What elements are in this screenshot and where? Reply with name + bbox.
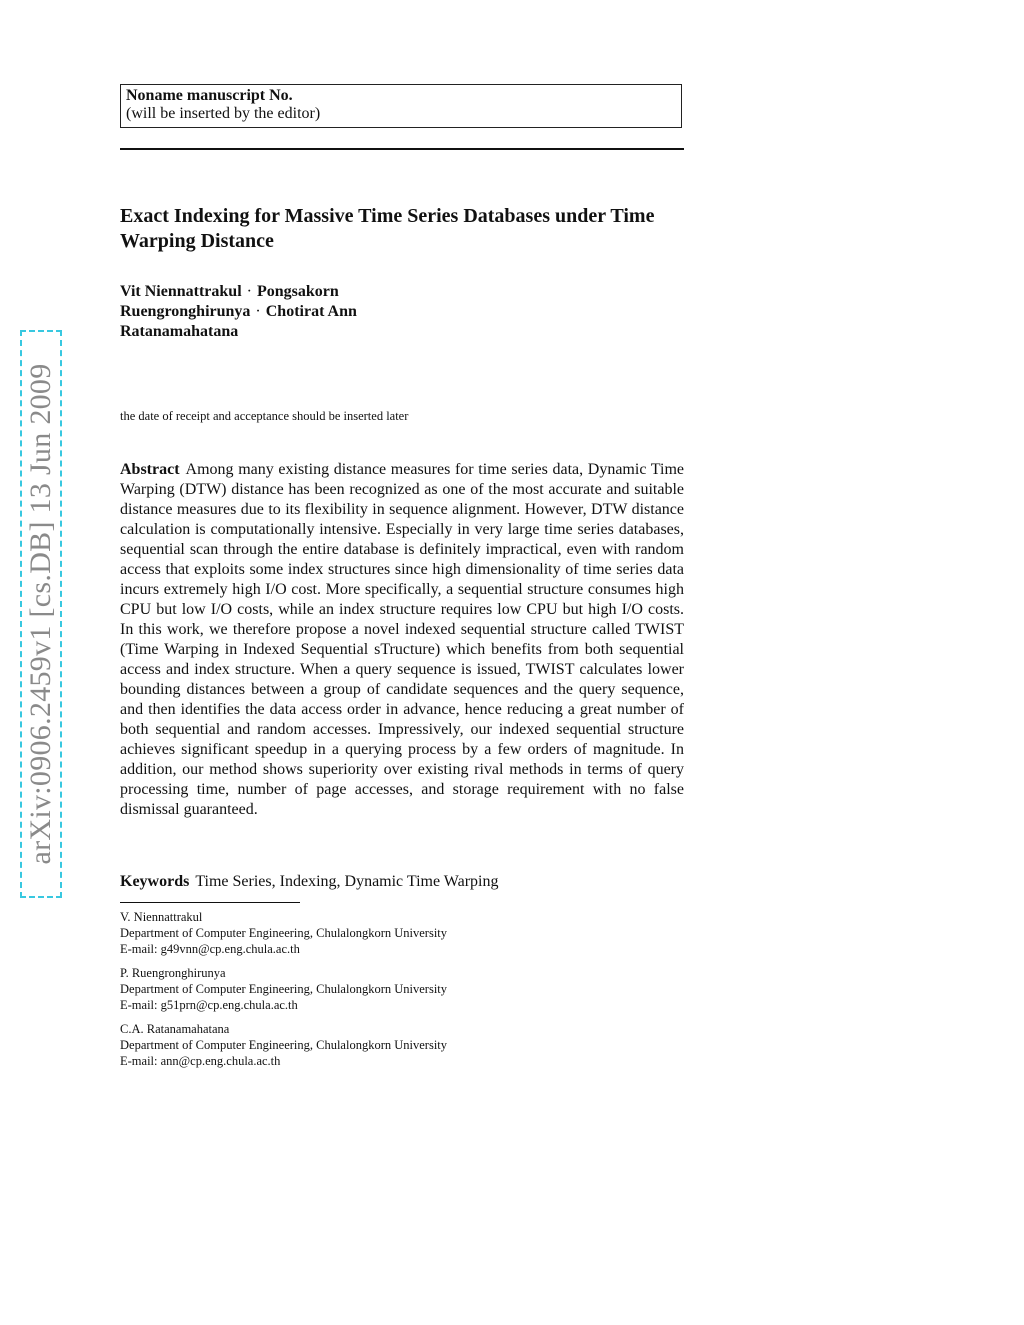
keywords-text: Time Series, Indexing, Dynamic Time Warping [195, 873, 499, 890]
affiliation-block [120, 965, 447, 1013]
affiliation-email: E-mail: g51prn@cp.eng.chula.ac.th [120, 998, 298, 1012]
header-rule [120, 148, 684, 150]
author-name: Vit Niennattrakul [120, 283, 242, 300]
keywords-label: Keywords [120, 873, 190, 890]
dates-note: the date of receipt and acceptance should be inserted later [120, 409, 409, 423]
author-list [120, 282, 420, 342]
affiliation-name: P. Ruengronghirunya [120, 966, 226, 980]
affiliation-name: V. Niennattrakul [120, 910, 203, 924]
editor-box [120, 84, 682, 128]
manuscript-number-label: Noname manuscript No. [126, 87, 293, 104]
affiliation-block [120, 1021, 447, 1069]
paper-title: Exact Indexing for Massive Time Series Databases under Time Warping Distance [120, 205, 655, 252]
affiliation-dept: Department of Computer Engineering, Chulalongkorn University [120, 926, 448, 940]
author-name: Pongsakorn Ruengronghirunya [120, 283, 339, 320]
affiliation-block [120, 909, 447, 957]
affiliation-dept: Department of Computer Engineering, Chulalongkorn University [120, 1038, 448, 1052]
footnote-rule [120, 902, 300, 903]
affiliation-name: C.A. Ratanamahatana [120, 1022, 230, 1036]
abstract-text: Among many existing distance measures for time series data, Dynamic Time Warping (DTW) distance has been recognized as one of the most accurate and suitable distance measures due to its flexibility in sequence alignment. However, DTW distance calculation is computationally intensive. Especially in very large time series databases, sequential scan through the entire database is definitely impractical, even with random access that exploits some index structures since high dimensionality of time series data incurs extremely high I/O cost. More specifically, a sequential structure consumes high CPU but low I/O costs, while an index structure requires low CPU but high I/O costs. In this work, we therefore propose a novel indexed sequential structure called TWIST (Time Warping in Indexed Sequential sTructure) which benefits from both sequential access and index structure. When a query sequence is issued, TWIST calculates lower bounding distances between a group of candidate sequences and the query sequence, and then identifies the data access order in advance, hence reducing a great number of both sequential and random accesses. Impressively, our indexed sequential structure achieves significant speedup in a querying process by a few orders of magnitude. In addition, our method shows superiority over existing rival methods in terms of query processing time, number of page accesses, and storage requirement with no false dismissal guaranteed. [120, 461, 684, 818]
author-separator: · [255, 303, 261, 320]
author-separator: · [246, 283, 252, 300]
editor-note: (will be inserted by the editor) [126, 105, 321, 122]
affiliation-dept: Department of Computer Engineering, Chulalongkorn University [120, 982, 448, 996]
arxiv-stamp: arXiv:0906.2459v1 [cs.DB] 13 Jun 2009 [24, 363, 57, 865]
keywords [120, 872, 684, 892]
affiliation-email: E-mail: g49vnn@cp.eng.chula.ac.th [120, 942, 300, 956]
affiliation-email: E-mail: ann@cp.eng.chula.ac.th [120, 1054, 281, 1068]
author-name: Chotirat Ann Ratanamahatana [120, 303, 357, 340]
abstract-label: Abstract [120, 461, 180, 478]
abstract [120, 460, 684, 820]
